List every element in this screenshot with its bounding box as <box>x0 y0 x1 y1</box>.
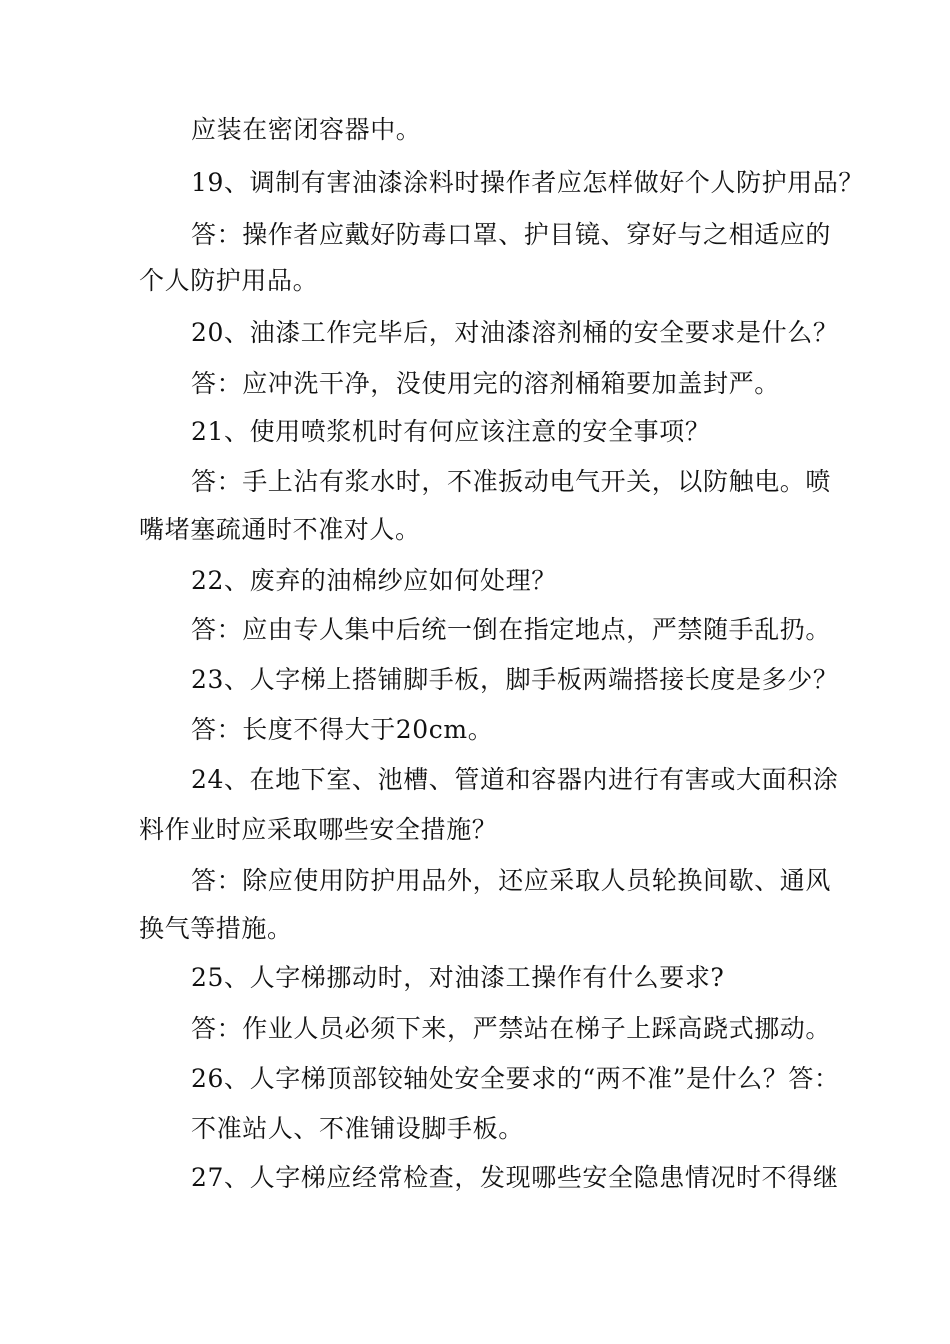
question-21: 21、使用喷浆机时有何应该注意的安全事项？ <box>191 417 711 446</box>
question-23: 23、人字梯上搭铺脚手板，脚手板两端搭接长度是多少？ <box>191 665 839 694</box>
answer-24-continued: 换气等措施。 <box>139 914 293 943</box>
answer-25: 答：作业人员必须下来，严禁站在梯子上踩高跷式挪动。 <box>191 1014 832 1043</box>
answer-26: 不准站人、不准铺设脚手板。 <box>191 1114 524 1143</box>
question-25: 25、人字梯挪动时，对油漆工操作有什么要求? <box>191 963 725 992</box>
question-27: 27、人字梯应经常检查，发现哪些安全隐患情况时不得继 <box>191 1163 839 1192</box>
question-24: 24、在地下室、池槽、管道和容器内进行有害或大面积涂 <box>191 765 839 794</box>
answer-19-continued: 个人防护用品。 <box>139 266 319 295</box>
question-19: 19、调制有害油漆涂料时操作者应怎样做好个人防护用品？ <box>191 168 865 197</box>
answer-19: 答：操作者应戴好防毒口罩、护目镜、穿好与之相适应的 <box>191 220 832 249</box>
answer-21: 答：手上沾有浆水时，不准扳动电气开关，以防触电。喷 <box>191 467 832 496</box>
answer-22: 答：应由专人集中后统一倒在指定地点，严禁随手乱扔。 <box>191 615 832 644</box>
answer-20: 答：应冲洗干净，没使用完的溶剂桶箱要加盖封严。 <box>191 369 780 398</box>
question-24-continued: 料作业时应采取哪些安全措施？ <box>139 815 498 844</box>
question-20: 20、油漆工作完毕后，对油漆溶剂桶的安全要求是什么？ <box>191 318 839 347</box>
question-26: 26、人字梯顶部铰轴处安全要求的“两不准”是什么？答： <box>191 1064 840 1093</box>
answer-21-continued: 嘴堵塞疏通时不准对人。 <box>139 515 421 544</box>
answer-23: 答：长度不得大于20cm。 <box>191 715 494 744</box>
question-22: 22、废弃的油棉纱应如何处理？ <box>191 566 557 595</box>
text-line: 应装在密闭容器中。 <box>191 115 422 144</box>
answer-24: 答：除应使用防护用品外，还应采取人员轮换间歇、通风 <box>191 866 832 895</box>
